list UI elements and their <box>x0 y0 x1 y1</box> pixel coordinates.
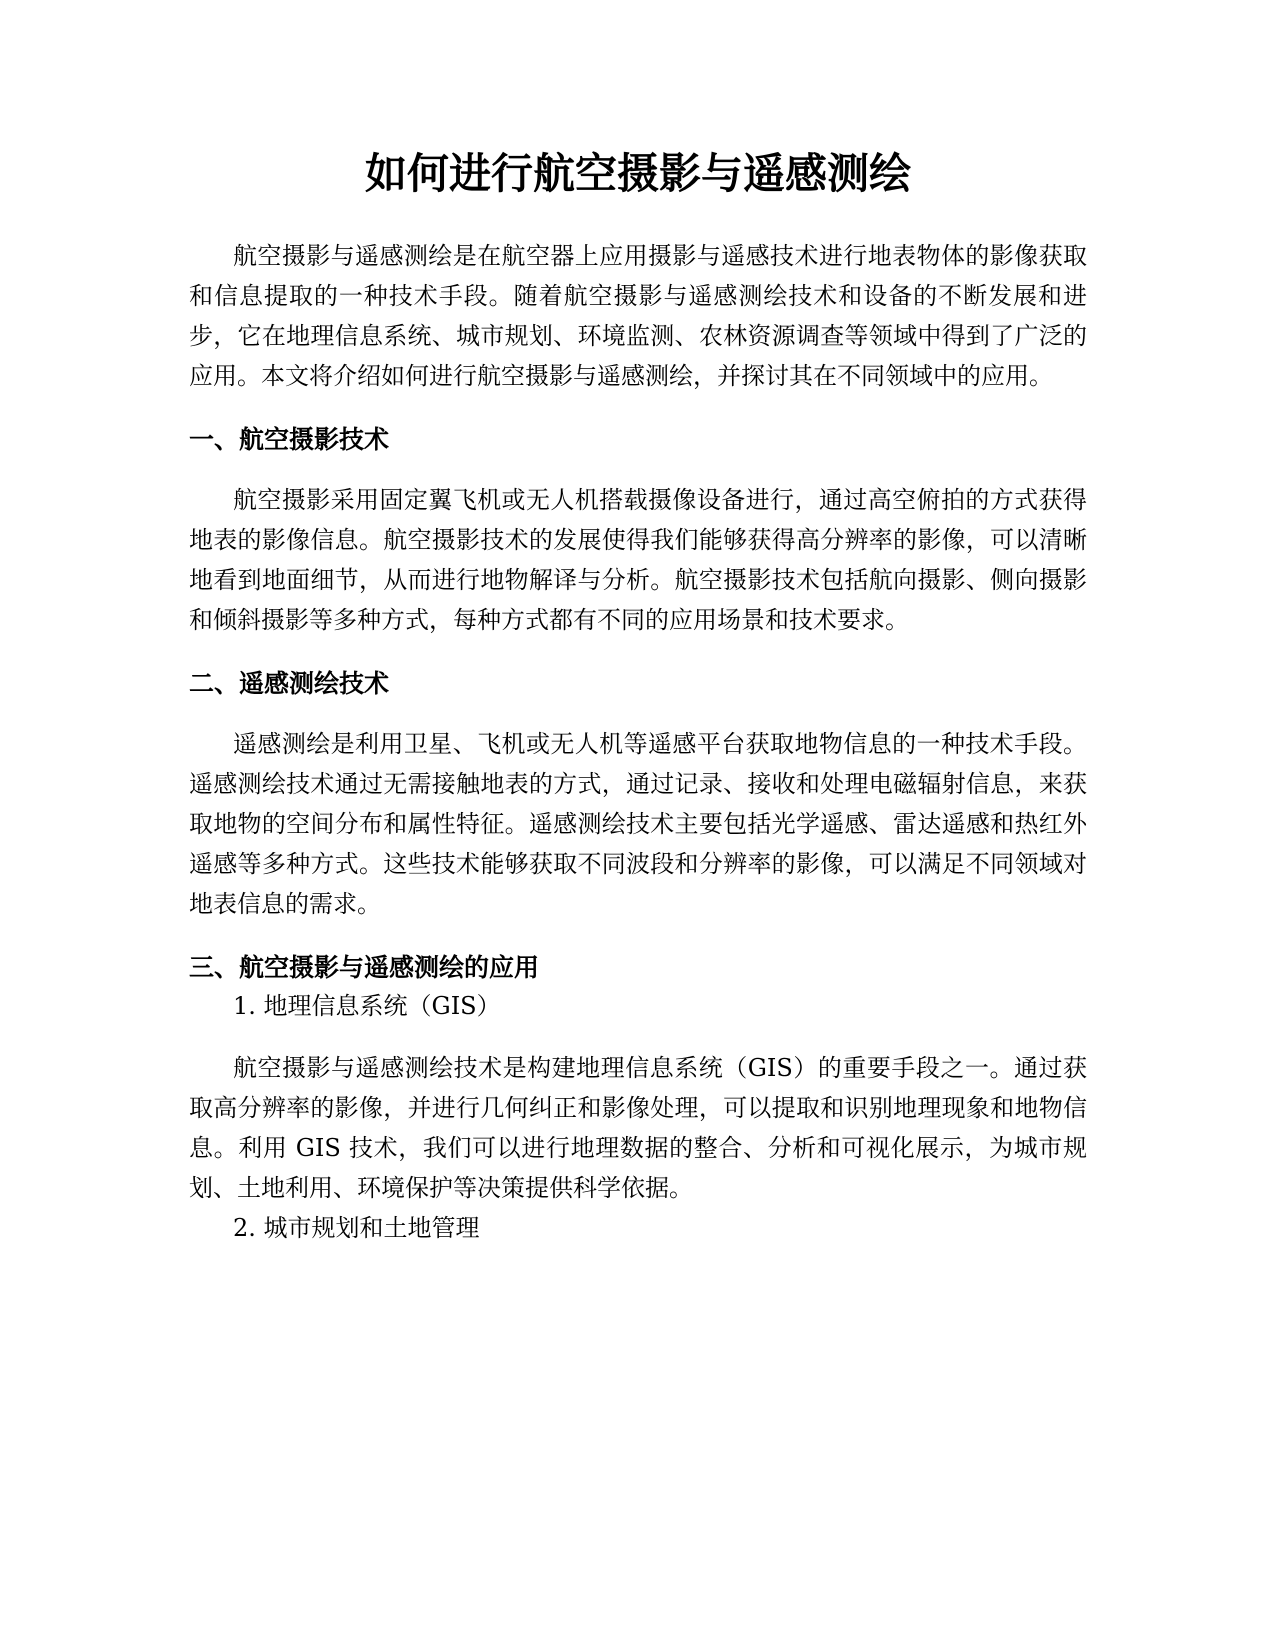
section-heading-remote-sensing: 二、遥感测绘技术 <box>189 669 390 698</box>
list-item-urban-planning-title: 2. 城市规划和土地管理 <box>233 1214 480 1242</box>
intro-paragraph: 航空摄影与遥感测绘是在航空器上应用摄影与遥感技术进行地表物体的影像获取和信息提取的一种技术手段。随着航空摄影与遥感测绘技术和设备的不断发展和进步，它在地理信息系统、城市规划、环境监测、农林资源调查等领域中得到了广泛的应用。本文将介绍如何进行航空摄影与遥感测绘，并探讨其在不同领域中的应用。 <box>189 242 1087 390</box>
document-title: 如何进行航空摄影与遥感测绘 <box>364 149 911 198</box>
section-body-aerial-photography: 航空摄影采用固定翼飞机或无人机搭载摄像设备进行，通过高空俯拍的方式获得地表的影像信息。航空摄影技术的发展使得我们能够获得高分辨率的影像，可以清晰地看到地面细节，从而进行地物解译与分析。航空摄影技术包括航向摄影、侧向摄影和倾斜摄影等多种方式，每种方式都有不同的应用场景和技术要求。 <box>189 486 1087 634</box>
section-heading-aerial-photography: 一、航空摄影技术 <box>189 425 390 454</box>
section-body-remote-sensing: 遥感测绘是利用卫星、飞机或无人机等遥感平台获取地物信息的一种技术手段。遥感测绘技术通过无需接触地表的方式，通过记录、接收和处理电磁辐射信息，来获取地物的空间分布和属性特征。遥感测绘技术主要包括光学遥感、雷达遥感和热红外遥感等多种方式。这些技术能够获取不同波段和分辨率的影像，可以满足不同领域对地表信息的需求。 <box>189 730 1087 918</box>
section-heading-applications: 三、航空摄影与遥感测绘的应用 <box>189 953 540 982</box>
document-content <box>189 145 1087 1248</box>
list-item-gis-title: 1. 地理信息系统（GIS） <box>233 992 501 1020</box>
list-item-gis-body: 航空摄影与遥感测绘技术是构建地理信息系统（GIS）的重要手段之一。通过获取高分辨率的影像，并进行几何纠正和影像处理，可以提取和识别地理现象和地物信息。利用 GIS 技术，我们可以进行地理数据的整合、分析和可视化展示，为城市规划、土地利用、环境保护等决策提供科学依据。 <box>189 1054 1087 1202</box>
